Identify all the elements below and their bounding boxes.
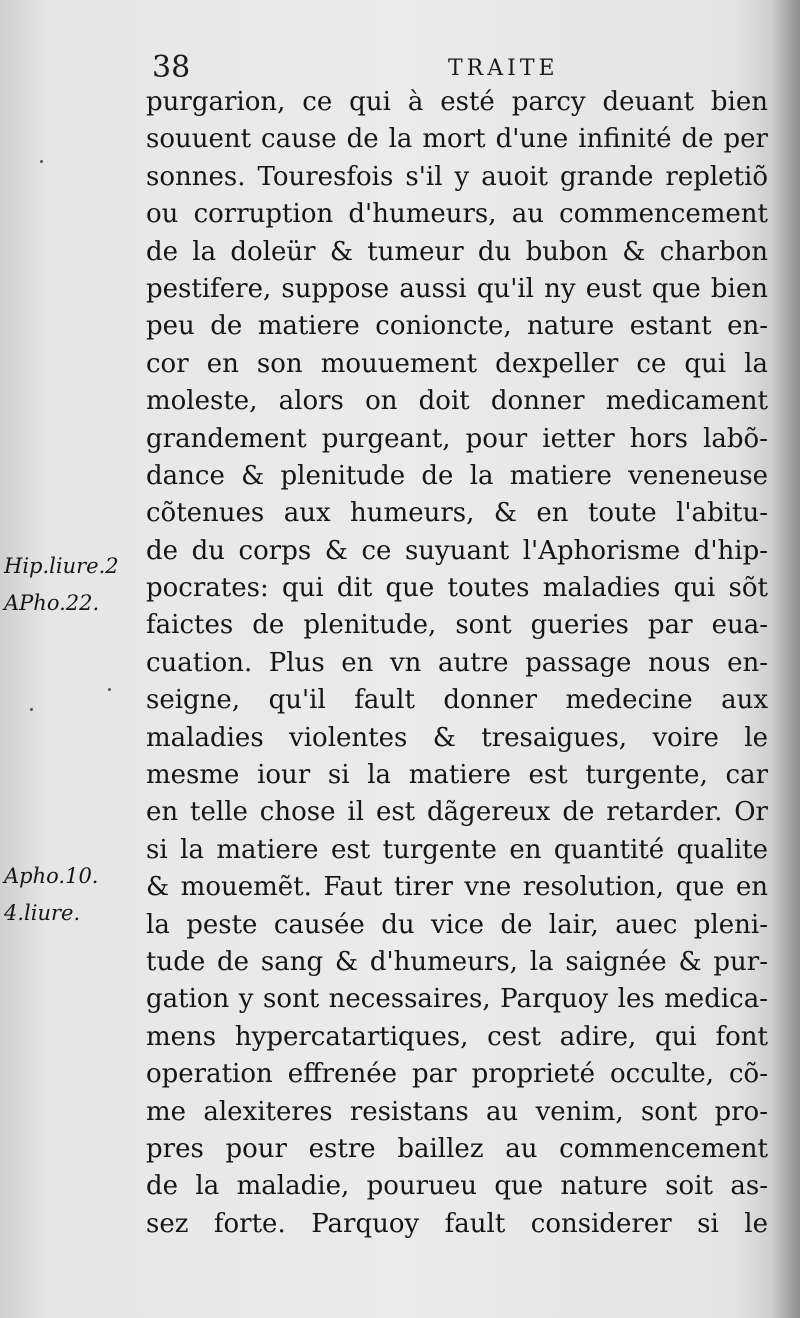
text-line: maladies violentes & tresaigues, voire le bbox=[146, 722, 768, 753]
text-line: cor en son mouuement dexpeller ce qui la bbox=[146, 348, 768, 379]
marginal-note: Apho.10. bbox=[4, 864, 99, 888]
text-line: operation effrenée par proprieté occulte, cõ- bbox=[146, 1059, 768, 1090]
text-line: pocrates: qui dit que toutes maladies qui sõt bbox=[146, 573, 768, 604]
page-number: 38 bbox=[152, 50, 191, 85]
text-line: faictes de plenitude, sont gueries par eua- bbox=[146, 610, 768, 641]
text-line: pestifere, suppose aussi qu'il ny eust que bien bbox=[146, 273, 768, 304]
text-line: tude de sang & d'humeurs, la saignée & pur- bbox=[146, 946, 768, 977]
text-line: mens hypercatartiques, cest adire, qui font bbox=[146, 1021, 768, 1052]
text-line: cuation. Plus en vn autre passage nous en- bbox=[146, 647, 768, 678]
text-line: gation y sont necessaires, Parquoy les medica- bbox=[146, 984, 768, 1015]
text-line: ou corruption d'humeurs, au commencement bbox=[146, 199, 768, 230]
text-line: de du corps & ce suyuant l'Aphorisme d'hip- bbox=[146, 535, 768, 566]
text-line: en telle chose il est dãgereux de retarder. Or bbox=[146, 797, 768, 828]
text-line: purgarion, ce qui à esté parcy deuant bien bbox=[146, 87, 768, 117]
marginal-note: Hip.liure.2 bbox=[4, 554, 119, 578]
text-line: sez forte. Parquoy fault considerer si le bbox=[146, 1208, 768, 1239]
text-line: de la doleür & tumeur du bubon & charbon bbox=[146, 236, 768, 267]
text-line: souuent cause de la mort d'une infinité de per bbox=[146, 124, 768, 155]
text-line: moleste, alors on doit donner medicament bbox=[146, 386, 768, 417]
text-line: dance & plenitude de la matiere veneneuse bbox=[146, 460, 768, 491]
running-head: TRAITE bbox=[448, 56, 559, 81]
text-line: pres pour estre baillez au commencement bbox=[146, 1133, 768, 1164]
text-line: & mouemẽt. Faut tirer vne resolution, que en bbox=[146, 872, 768, 903]
text-line: mesme iour si la matiere est turgente, car bbox=[146, 760, 768, 791]
text-line: me alexiteres resistans au venim, sont pro- bbox=[146, 1096, 768, 1127]
marginal-note: APho.22. bbox=[4, 591, 100, 615]
ink-speck bbox=[40, 160, 43, 163]
text-line: si la matiere est turgente en quantité qualite bbox=[146, 834, 768, 865]
ink-speck bbox=[30, 708, 33, 711]
page-header bbox=[148, 50, 768, 86]
text-line: grandement purgeant, pour ietter hors labõ- bbox=[146, 423, 768, 454]
marginal-note: 4.liure. bbox=[4, 901, 81, 925]
text-line: peu de matiere conioncte, nature estant en- bbox=[146, 311, 768, 342]
text-line: de la maladie, pourueu que nature soit as- bbox=[146, 1171, 768, 1202]
page-edge-shadow bbox=[772, 0, 800, 1318]
text-line: cõtenues aux humeurs, & en toute l'abitu- bbox=[146, 498, 768, 529]
text-line: la peste causée du vice de lair, auec pleni- bbox=[146, 909, 768, 940]
body-text bbox=[146, 84, 768, 1243]
text-line: seigne, qu'il fault donner medecine aux bbox=[146, 685, 768, 716]
ink-speck bbox=[108, 688, 111, 691]
text-line: sonnes. Touresfois s'il y auoit grande repletiõ bbox=[146, 161, 768, 192]
